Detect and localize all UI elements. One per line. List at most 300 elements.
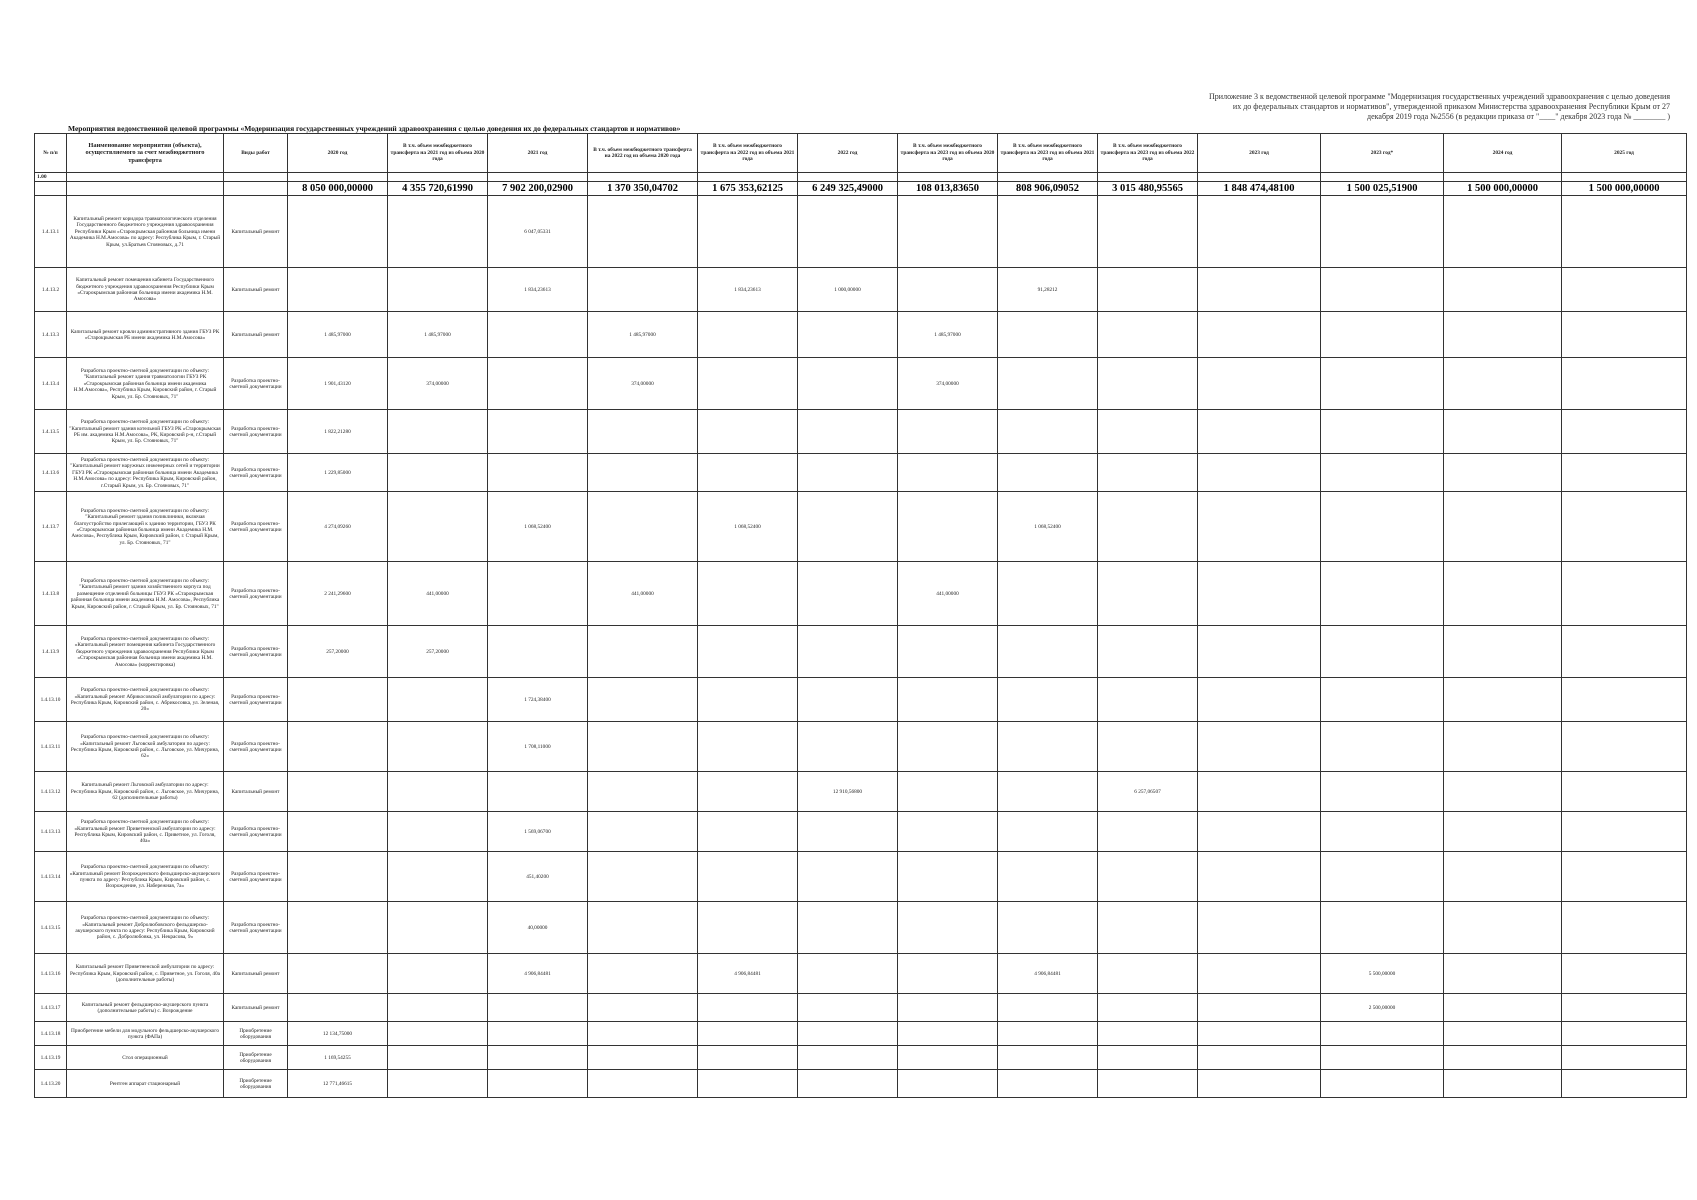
measures-table xyxy=(34,133,1687,1098)
header-cell: В т.ч. объем межбюджетного трансферта на 2021 год из объема 2020 года xyxy=(388,134,488,173)
amount-cell xyxy=(898,1070,998,1098)
table-row xyxy=(35,268,1687,312)
amount-cell xyxy=(698,678,798,722)
amount-cell xyxy=(698,994,798,1022)
amount-cell: 12 771,46615 xyxy=(288,1070,388,1098)
work-type: Капитальный ремонт xyxy=(224,196,288,268)
amount-cell xyxy=(698,454,798,492)
amount-cell xyxy=(1321,626,1444,678)
amount-cell xyxy=(1321,722,1444,772)
amount-cell xyxy=(1198,1070,1321,1098)
amount-cell xyxy=(588,994,698,1022)
amount-cell xyxy=(1444,196,1562,268)
amount-cell xyxy=(798,994,898,1022)
amount-cell xyxy=(1321,1070,1444,1098)
amount-cell xyxy=(388,722,488,772)
amount-cell xyxy=(588,626,698,678)
row-number: 1.4.13.6 xyxy=(35,454,67,492)
work-type: Разработка проектно-сметной документации xyxy=(224,852,288,902)
amount-cell: 4 274,09260 xyxy=(288,492,388,562)
amount-cell xyxy=(698,562,798,626)
amount-cell xyxy=(798,954,898,994)
measure-name: Приобретение мебели для модульного фельдшерско-акушерского пункта (ФАПа) xyxy=(67,1022,224,1046)
amount-cell xyxy=(1198,196,1321,268)
header-cell: В т.ч. объем межбюджетного трансферта на 2023 год из объема 2020 года xyxy=(898,134,998,173)
amount-cell xyxy=(588,812,698,852)
amount-cell xyxy=(1098,1046,1198,1070)
table-row xyxy=(35,954,1687,994)
header-cell: 2024 год xyxy=(1444,134,1562,173)
amount-cell xyxy=(798,1022,898,1046)
amount-cell xyxy=(1444,358,1562,410)
amount-cell: 1 485,97000 xyxy=(588,312,698,358)
work-type: Разработка проектно-сметной документации xyxy=(224,812,288,852)
header-cell: В т.ч. объем межбюджетного трансферта на 2023 год из объема 2022 года xyxy=(1098,134,1198,173)
amount-cell: 5 500,00000 xyxy=(1321,954,1444,994)
amount-cell xyxy=(698,1070,798,1098)
amount-cell xyxy=(388,454,488,492)
amount-cell xyxy=(1444,1022,1562,1046)
amount-cell: 1 485,97000 xyxy=(388,312,488,358)
row-number: 1.4.13.15 xyxy=(35,902,67,954)
measure-name: Разработка проектно-сметной документации по объекту: «Капитальный ремонт помещения кабинета Государственного бюджетного учреждения здравоохранения Республики Крым «Старокрымская районная больница имени академика Н.М. Амосова» (корректировка) xyxy=(67,626,224,678)
amount-cell xyxy=(998,722,1098,772)
amount-cell xyxy=(898,902,998,954)
amount-cell xyxy=(388,1022,488,1046)
header-cell: 2022 год xyxy=(798,134,898,173)
section-code: 1.00 xyxy=(35,173,67,182)
amount-cell xyxy=(1444,678,1562,722)
amount-cell xyxy=(1321,1046,1444,1070)
amount-cell xyxy=(1321,772,1444,812)
amount-cell xyxy=(798,562,898,626)
amount-cell xyxy=(998,772,1098,812)
header-cell: Наименование мероприятия (объекта), осуществляемого за счет межбюджетного трансферта xyxy=(67,134,224,173)
measure-name: Разработка проектно-сметной документации по объекту: «Капитальный ремонт Возрожденского фельдшерско-акушерского пункта по адресу: Республика Крым, Кировский район, с. Возрождение, ул. Набережная, 7а» xyxy=(67,852,224,902)
amount-cell xyxy=(1098,454,1198,492)
work-type: Капитальный ремонт xyxy=(224,954,288,994)
amount-cell xyxy=(388,994,488,1022)
work-type: Капитальный ремонт xyxy=(224,268,288,312)
amount-cell: 12 134,75000 xyxy=(288,1022,388,1046)
amount-cell xyxy=(1321,678,1444,722)
header-cell: В т.ч. объем межбюджетного трансферта на 2023 год из объема 2021 года xyxy=(998,134,1098,173)
amount-cell xyxy=(1321,358,1444,410)
amount-cell xyxy=(1098,312,1198,358)
amount-cell xyxy=(898,1022,998,1046)
row-number: 1.4.13.19 xyxy=(35,1046,67,1070)
amount-cell xyxy=(1321,196,1444,268)
amount-cell xyxy=(288,196,388,268)
table-row xyxy=(35,492,1687,562)
amount-cell xyxy=(798,358,898,410)
measure-name: Капитальный ремонт фельдшерско-акушерского пункта (дополнительные работы) с. Возрождение xyxy=(67,994,224,1022)
amount-cell xyxy=(1321,812,1444,852)
amount-cell xyxy=(1198,994,1321,1022)
amount-cell xyxy=(1198,562,1321,626)
total-cell: 7 902 200,02900 xyxy=(488,182,588,196)
amount-cell: 91,28212 xyxy=(998,268,1098,312)
amount-cell xyxy=(798,852,898,902)
amount-cell xyxy=(288,902,388,954)
measure-name: Разработка проектно-сметной документации по объекту: «Капитальный ремонт Абрикосовской амбулатории по адресу: Республика Крым, Кировский район, с. Абрикосовка, ул. Зеленая, 20» xyxy=(67,678,224,722)
amount-cell: 1 834,23613 xyxy=(488,268,588,312)
amount-cell xyxy=(898,454,998,492)
amount-cell xyxy=(1198,492,1321,562)
amount-cell xyxy=(898,994,998,1022)
amount-cell xyxy=(288,994,388,1022)
appendix-note xyxy=(1150,92,1670,122)
amount-cell xyxy=(898,812,998,852)
amount-cell xyxy=(1444,626,1562,678)
amount-cell xyxy=(998,410,1098,454)
work-type: Приобретение оборудования xyxy=(224,1070,288,1098)
header-cell: № п/п xyxy=(35,134,67,173)
amount-cell xyxy=(1098,1070,1198,1098)
totals-row xyxy=(35,182,1687,196)
work-type: Разработка проектно-сметной документации xyxy=(224,678,288,722)
amount-cell xyxy=(488,562,588,626)
measure-name: Разработка проектно-сметной документации по объекту: "Капитальный ремонт здания поликлиники, включая благоустройство прилегающей к зданию территории, ГБУЗ РК «Старокрымская районная больница имени Академика Н.М. Амосова», Республика Крым, Кировский район, г. Старый Крым, ул. Бр. Стояновых, 71" xyxy=(67,492,224,562)
amount-cell xyxy=(1198,812,1321,852)
amount-cell xyxy=(1562,812,1687,852)
header-cell: 2025 год xyxy=(1562,134,1687,173)
amount-cell: 4 906,84481 xyxy=(698,954,798,994)
amount-cell xyxy=(1562,722,1687,772)
amount-cell xyxy=(588,492,698,562)
amount-cell xyxy=(698,722,798,772)
amount-cell xyxy=(898,196,998,268)
amount-cell xyxy=(588,852,698,902)
total-cell: 1 500 000,00000 xyxy=(1444,182,1562,196)
amount-cell xyxy=(488,454,588,492)
amount-cell xyxy=(1098,492,1198,562)
amount-cell xyxy=(488,410,588,454)
total-cell: 808 906,09052 xyxy=(998,182,1098,196)
amount-cell xyxy=(588,902,698,954)
amount-cell: 1 000,00000 xyxy=(798,268,898,312)
amount-cell xyxy=(1444,772,1562,812)
amount-cell xyxy=(998,812,1098,852)
row-number: 1.4.13.20 xyxy=(35,1070,67,1098)
amount-cell xyxy=(1321,268,1444,312)
amount-cell xyxy=(1198,1046,1321,1070)
amount-cell xyxy=(588,722,698,772)
measure-name: Разработка проектно-сметной документации по объекту: "Капитальный ремонт здания хозяйственного корпуса под размещение отделений больницы ГБУЗ РК «Старокрымская районная больница имени академика Н.М. Амосова», Республика Крым, Кировский район, г. Старый Крым, ул. Бр. Стояновых, 71" xyxy=(67,562,224,626)
appendix-line: Приложение 3 к ведомственной целевой программе "Модернизация государственных учреждений здравоохранения с целью доведения xyxy=(1209,92,1670,101)
amount-cell: 257,20000 xyxy=(288,626,388,678)
amount-cell xyxy=(288,812,388,852)
amount-cell xyxy=(798,312,898,358)
amount-cell xyxy=(1198,268,1321,312)
amount-cell xyxy=(998,852,1098,902)
header-cell: 2023 год* xyxy=(1321,134,1444,173)
amount-cell xyxy=(588,410,698,454)
amount-cell xyxy=(1562,772,1687,812)
measure-name: Капитальный ремонт помещения кабинета Государственного бюджетного учреждения здравоохранения Республики Крым «Старокрымская районная больница имени академика Н.М. Амосова» xyxy=(67,268,224,312)
amount-cell xyxy=(798,626,898,678)
amount-cell xyxy=(1562,492,1687,562)
header-cell: 2021 год xyxy=(488,134,588,173)
amount-cell xyxy=(998,358,1098,410)
amount-cell: 1 708,11000 xyxy=(488,722,588,772)
row-number: 1.4.13.17 xyxy=(35,994,67,1022)
amount-cell: 374,00000 xyxy=(388,358,488,410)
appendix-line: декабря 2019 года №2556 (в редакции приказа от "____" декабря 2023 года № ________ ) xyxy=(1367,112,1670,121)
amount-cell: 1 569,06700 xyxy=(488,812,588,852)
amount-cell xyxy=(898,1046,998,1070)
amount-cell xyxy=(1098,678,1198,722)
amount-cell xyxy=(998,454,1098,492)
table-row xyxy=(35,1070,1687,1098)
measure-name: Стол операционный xyxy=(67,1046,224,1070)
header-cell: В т.ч. объем межбюджетного трансферта на 2022 год из объема 2021 года xyxy=(698,134,798,173)
amount-cell xyxy=(1198,954,1321,994)
amount-cell xyxy=(898,268,998,312)
amount-cell xyxy=(588,954,698,994)
table-row xyxy=(35,312,1687,358)
amount-cell xyxy=(1444,812,1562,852)
table-row xyxy=(35,410,1687,454)
amount-cell xyxy=(698,812,798,852)
table-row xyxy=(35,722,1687,772)
amount-cell xyxy=(1321,312,1444,358)
amount-cell xyxy=(388,678,488,722)
header-cell: 2023 год xyxy=(1198,134,1321,173)
amount-cell xyxy=(698,1022,798,1046)
work-type: Капитальный ремонт xyxy=(224,312,288,358)
table-row xyxy=(35,626,1687,678)
amount-cell: 4 906,84481 xyxy=(998,954,1098,994)
amount-cell xyxy=(1198,410,1321,454)
total-cell: 1 500 000,00000 xyxy=(1562,182,1687,196)
amount-cell xyxy=(288,772,388,812)
amount-cell xyxy=(1198,358,1321,410)
amount-cell: 441,00000 xyxy=(388,562,488,626)
total-cell: 6 249 325,49000 xyxy=(798,182,898,196)
work-type: Разработка проектно-сметной документации xyxy=(224,454,288,492)
amount-cell xyxy=(1098,902,1198,954)
amount-cell xyxy=(1444,1070,1562,1098)
amount-cell xyxy=(998,1046,1098,1070)
amount-cell xyxy=(1321,852,1444,902)
amount-cell: 441,00000 xyxy=(898,562,998,626)
measure-name: Разработка проектно-сметной документации по объекту: "Капитальный ремонт наружных инженерных сетей и территории ГБУЗ РК «Старокрымская районная больница имени Академика Н.М.Амосова» по адресу: Республика Крым, Кировский район, г.Старый Крым, ул. Бр. Стояновых, 71" xyxy=(67,454,224,492)
amount-cell xyxy=(798,196,898,268)
amount-cell xyxy=(798,1070,898,1098)
amount-cell xyxy=(898,626,998,678)
amount-cell xyxy=(1198,902,1321,954)
amount-cell xyxy=(698,1046,798,1070)
section-code-row xyxy=(35,173,1687,182)
table-row xyxy=(35,562,1687,626)
total-cell: 1 848 474,48100 xyxy=(1198,182,1321,196)
amount-cell xyxy=(588,772,698,812)
amount-cell xyxy=(1562,1070,1687,1098)
work-type: Разработка проектно-сметной документации xyxy=(224,410,288,454)
row-number: 1.4.13.16 xyxy=(35,954,67,994)
amount-cell: 374,00000 xyxy=(898,358,998,410)
measure-name: Капитальный ремонт кровли административного здания ГБУЗ РК «Старокрымская РБ имени академика Н.М.Амосова» xyxy=(67,312,224,358)
amount-cell xyxy=(698,410,798,454)
row-number: 1.4.13.8 xyxy=(35,562,67,626)
amount-cell xyxy=(488,1022,588,1046)
amount-cell xyxy=(998,626,1098,678)
amount-cell xyxy=(898,954,998,994)
amount-cell xyxy=(1562,1046,1687,1070)
row-number: 1.4.13.3 xyxy=(35,312,67,358)
row-number: 1.4.13.2 xyxy=(35,268,67,312)
amount-cell xyxy=(388,1070,488,1098)
measure-name: Рентген аппарат стационарный xyxy=(67,1070,224,1098)
amount-cell xyxy=(1321,902,1444,954)
amount-cell: 1 229,85000 xyxy=(288,454,388,492)
amount-cell xyxy=(1562,196,1687,268)
amount-cell xyxy=(798,1046,898,1070)
amount-cell: 451,40200 xyxy=(488,852,588,902)
amount-cell xyxy=(798,410,898,454)
amount-cell xyxy=(998,312,1098,358)
work-type: Разработка проектно-сметной документации xyxy=(224,722,288,772)
amount-cell: 1 822,21280 xyxy=(288,410,388,454)
appendix-line: их до федеральных стандартов и нормативов", утвержденной приказом Министерства здравоохранения Республики Крым от 27 xyxy=(1232,102,1670,111)
amount-cell: 257,20000 xyxy=(388,626,488,678)
table-row xyxy=(35,454,1687,492)
amount-cell: 374,00000 xyxy=(588,358,698,410)
amount-cell xyxy=(1444,312,1562,358)
amount-cell xyxy=(588,1070,698,1098)
total-cell: 1 500 025,51900 xyxy=(1321,182,1444,196)
work-type: Разработка проектно-сметной документации xyxy=(224,626,288,678)
amount-cell xyxy=(288,954,388,994)
amount-cell xyxy=(1562,358,1687,410)
amount-cell xyxy=(798,902,898,954)
amount-cell xyxy=(1098,626,1198,678)
amount-cell: 6 047,05331 xyxy=(488,196,588,268)
amount-cell xyxy=(1098,358,1198,410)
amount-cell xyxy=(1562,1022,1687,1046)
measure-name: Разработка проектно-сметной документации по объекту: "Капитальный ремонт здания травматологии ГБУЗ РК «Старокрымская районная больница имени академика Н.М.Амосова», Республика Крым, Кировский район, г. Старый Крым, ул. Бр. Стояновых, 71" xyxy=(67,358,224,410)
table-row xyxy=(35,678,1687,722)
row-number: 1.4.13.11 xyxy=(35,722,67,772)
amount-cell xyxy=(1562,902,1687,954)
row-number: 1.4.13.5 xyxy=(35,410,67,454)
amount-cell xyxy=(798,722,898,772)
amount-cell xyxy=(1098,812,1198,852)
amount-cell xyxy=(1098,954,1198,994)
work-type: Разработка проектно-сметной документации xyxy=(224,492,288,562)
amount-cell xyxy=(998,678,1098,722)
work-type: Разработка проектно-сметной документации xyxy=(224,562,288,626)
amount-cell xyxy=(588,454,698,492)
amount-cell: 1 724,38400 xyxy=(488,678,588,722)
amount-cell xyxy=(588,678,698,722)
amount-cell xyxy=(588,196,698,268)
row-number: 1.4.13.4 xyxy=(35,358,67,410)
amount-cell xyxy=(698,902,798,954)
amount-cell xyxy=(288,678,388,722)
measure-name: Разработка проектно-сметной документации по объекту: «Капитальный ремонт Приветненской амбулатории по адресу: Республика Крым, Кировский район, с. Приветное, ул. Гоголя, 40а» xyxy=(67,812,224,852)
amount-cell xyxy=(1098,722,1198,772)
amount-cell xyxy=(1098,852,1198,902)
table-row xyxy=(35,358,1687,410)
amount-cell xyxy=(1444,852,1562,902)
amount-cell xyxy=(1198,678,1321,722)
amount-cell xyxy=(1562,994,1687,1022)
amount-cell xyxy=(898,410,998,454)
header-cell: Виды работ xyxy=(224,134,288,173)
amount-cell: 1 169,54255 xyxy=(288,1046,388,1070)
amount-cell xyxy=(1562,852,1687,902)
amount-cell xyxy=(1444,1046,1562,1070)
amount-cell: 4 906,84481 xyxy=(488,954,588,994)
amount-cell: 2 500,00000 xyxy=(1321,994,1444,1022)
amount-cell xyxy=(488,626,588,678)
amount-cell xyxy=(898,852,998,902)
work-type: Приобретение оборудования xyxy=(224,1046,288,1070)
document-title: Мероприятия ведомственной целевой программы «Модернизация государственных учреждений здравоохранения с целью доведения их до федеральных стандартов и нормативов» xyxy=(68,124,681,133)
amount-cell xyxy=(1098,410,1198,454)
amount-cell xyxy=(1198,852,1321,902)
table-row xyxy=(35,772,1687,812)
amount-cell xyxy=(998,1022,1098,1046)
amount-cell xyxy=(488,1046,588,1070)
table-row xyxy=(35,1046,1687,1070)
amount-cell xyxy=(388,954,488,994)
amount-cell xyxy=(1321,1022,1444,1046)
amount-cell xyxy=(388,852,488,902)
amount-cell xyxy=(1321,454,1444,492)
header-cell: 2020 год xyxy=(288,134,388,173)
amount-cell xyxy=(488,994,588,1022)
amount-cell xyxy=(1321,492,1444,562)
amount-cell: 40,00000 xyxy=(488,902,588,954)
amount-cell xyxy=(898,772,998,812)
total-cell: 3 015 480,95565 xyxy=(1098,182,1198,196)
amount-cell xyxy=(698,626,798,678)
amount-cell xyxy=(1444,722,1562,772)
amount-cell xyxy=(1444,492,1562,562)
amount-cell xyxy=(1098,268,1198,312)
amount-cell xyxy=(1098,994,1198,1022)
work-type: Разработка проектно-сметной документации xyxy=(224,358,288,410)
amount-cell xyxy=(898,678,998,722)
table-row xyxy=(35,994,1687,1022)
amount-cell xyxy=(898,722,998,772)
amount-cell xyxy=(1444,410,1562,454)
amount-cell xyxy=(388,772,488,812)
amount-cell xyxy=(798,678,898,722)
measure-name: Капитальный ремонт Льговской амбулатории по адресу: Республика Крым, Кировский район, с. Льговское, ул. Мичурина, 62 (дополнительные работы) xyxy=(67,772,224,812)
amount-cell xyxy=(698,312,798,358)
amount-cell xyxy=(1098,196,1198,268)
amount-cell xyxy=(1562,312,1687,358)
amount-cell xyxy=(388,492,488,562)
amount-cell xyxy=(1444,562,1562,626)
amount-cell xyxy=(1321,562,1444,626)
measure-name: Капитальный ремонт Приветненской амбулатории по адресу: Республика Крым, Кировский район, с. Приветное, ул. Гоголя, 40а (дополнительные работы) xyxy=(67,954,224,994)
amount-cell xyxy=(588,1046,698,1070)
total-cell: 108 013,83650 xyxy=(898,182,998,196)
amount-cell xyxy=(1198,1022,1321,1046)
amount-cell xyxy=(1198,454,1321,492)
amount-cell xyxy=(1562,454,1687,492)
row-number: 1.4.13.1 xyxy=(35,196,67,268)
amount-cell xyxy=(998,902,1098,954)
amount-cell xyxy=(798,812,898,852)
total-cell: 4 355 720,61990 xyxy=(388,182,488,196)
amount-cell xyxy=(998,994,1098,1022)
